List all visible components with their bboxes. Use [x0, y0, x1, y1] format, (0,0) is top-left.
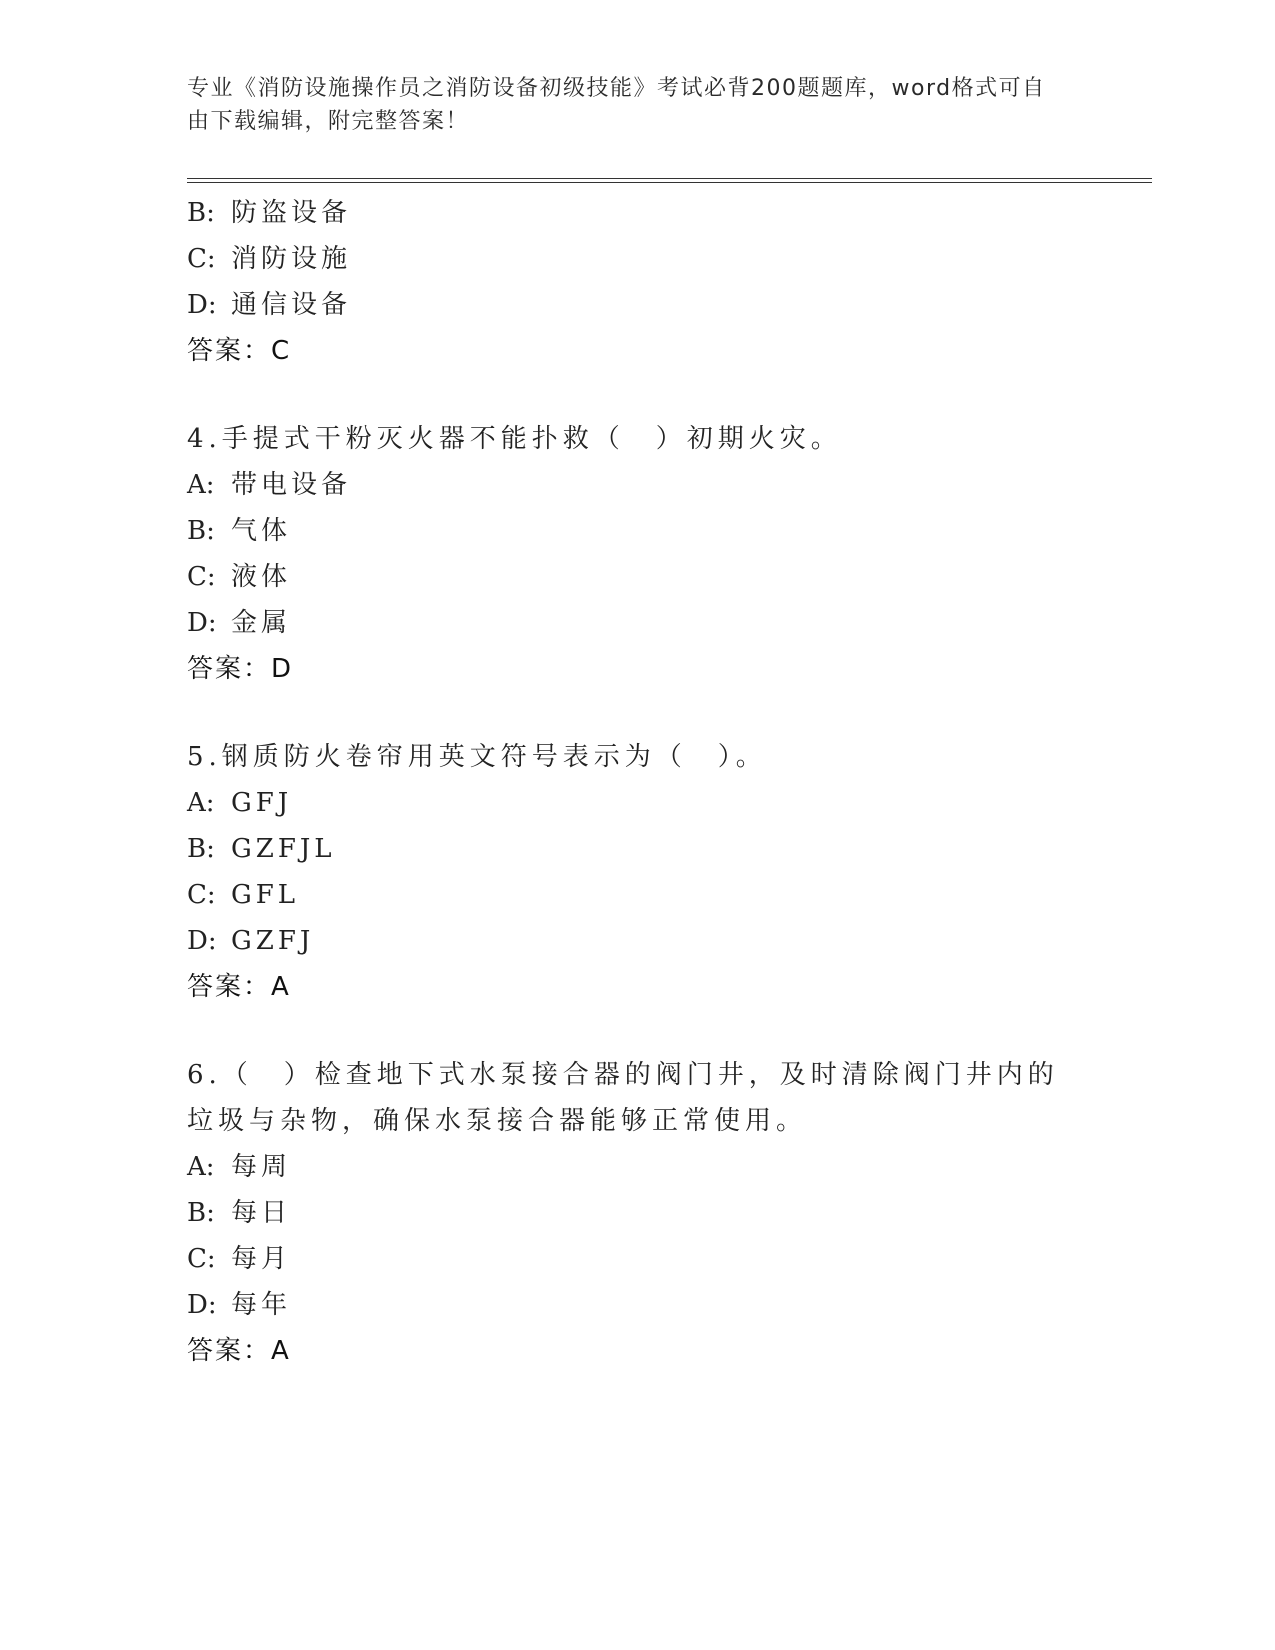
- option-letter: C:: [187, 562, 216, 592]
- option-c: [187, 1236, 1087, 1282]
- option-text: 金属: [231, 608, 292, 638]
- option-letter: D:: [187, 1290, 217, 1320]
- option-text: GFJ: [231, 788, 293, 818]
- option-a: [187, 462, 1087, 508]
- option-letter: C:: [187, 244, 216, 274]
- question-text: 5.钢质防火卷帘用英文符号表示为（ ）。: [187, 742, 767, 772]
- option-d: [187, 918, 1087, 964]
- question-block-4: [187, 416, 1087, 692]
- option-text: 每月: [231, 1244, 292, 1274]
- option-text: GFL: [231, 880, 300, 910]
- answer-line: 答案：C: [187, 336, 292, 366]
- option-text: 通信设备: [231, 290, 352, 320]
- header-text: 专业《消防设施操作员之消防设备初级技能》考试必背200题题库，word格式可自由下载编辑，附完整答案！: [187, 76, 1046, 134]
- option-text: 液体: [231, 562, 292, 592]
- answer-line: 答案：A: [187, 1336, 291, 1366]
- option-text: GZFJ: [231, 926, 315, 956]
- question-block-5: [187, 734, 1087, 1010]
- document-header: [187, 72, 1067, 138]
- option-a: [187, 780, 1087, 826]
- header-divider: [187, 178, 1152, 183]
- option-b: [187, 190, 1087, 236]
- option-d: [187, 282, 1087, 328]
- option-letter: B:: [187, 198, 215, 228]
- option-letter: C:: [187, 1244, 216, 1274]
- option-letter: C:: [187, 880, 216, 910]
- option-text: 每周: [231, 1152, 292, 1182]
- question-block-6: [187, 1052, 1087, 1374]
- option-text: 带电设备: [231, 470, 352, 500]
- option-c: [187, 872, 1087, 918]
- option-text: 气体: [231, 516, 292, 546]
- option-letter: A:: [187, 788, 215, 818]
- option-letter: B:: [187, 1198, 215, 1228]
- option-a: [187, 1144, 1087, 1190]
- option-b: [187, 508, 1087, 554]
- question-block-partial: [187, 190, 1087, 374]
- question-text: 6.（ ）检查地下式水泵接合器的阀门井，及时清除阀门井内的垃圾与杂物，确保水泵接合器能够正常使用。: [187, 1060, 1059, 1136]
- option-text: 消防设施: [231, 244, 352, 274]
- option-c: [187, 236, 1087, 282]
- option-letter: B:: [187, 834, 215, 864]
- question-text: 4.手提式干粉灭火器不能扑救（ ）初期火灾。: [187, 424, 842, 454]
- option-letter: D:: [187, 608, 217, 638]
- option-text: 每日: [231, 1198, 292, 1228]
- answer-line: 答案：D: [187, 654, 294, 684]
- option-d: [187, 600, 1087, 646]
- option-letter: A:: [187, 1152, 215, 1182]
- option-text: 防盗设备: [231, 198, 352, 228]
- option-b: [187, 1190, 1087, 1236]
- option-b: [187, 826, 1087, 872]
- answer-line: 答案：A: [187, 972, 291, 1002]
- option-letter: D:: [187, 926, 217, 956]
- question-list: [187, 190, 1087, 1374]
- option-letter: D:: [187, 290, 217, 320]
- option-letter: B:: [187, 516, 215, 546]
- option-text: 每年: [231, 1290, 292, 1320]
- option-text: GZFJL: [231, 834, 336, 864]
- option-c: [187, 554, 1087, 600]
- option-letter: A:: [187, 470, 215, 500]
- option-d: [187, 1282, 1087, 1328]
